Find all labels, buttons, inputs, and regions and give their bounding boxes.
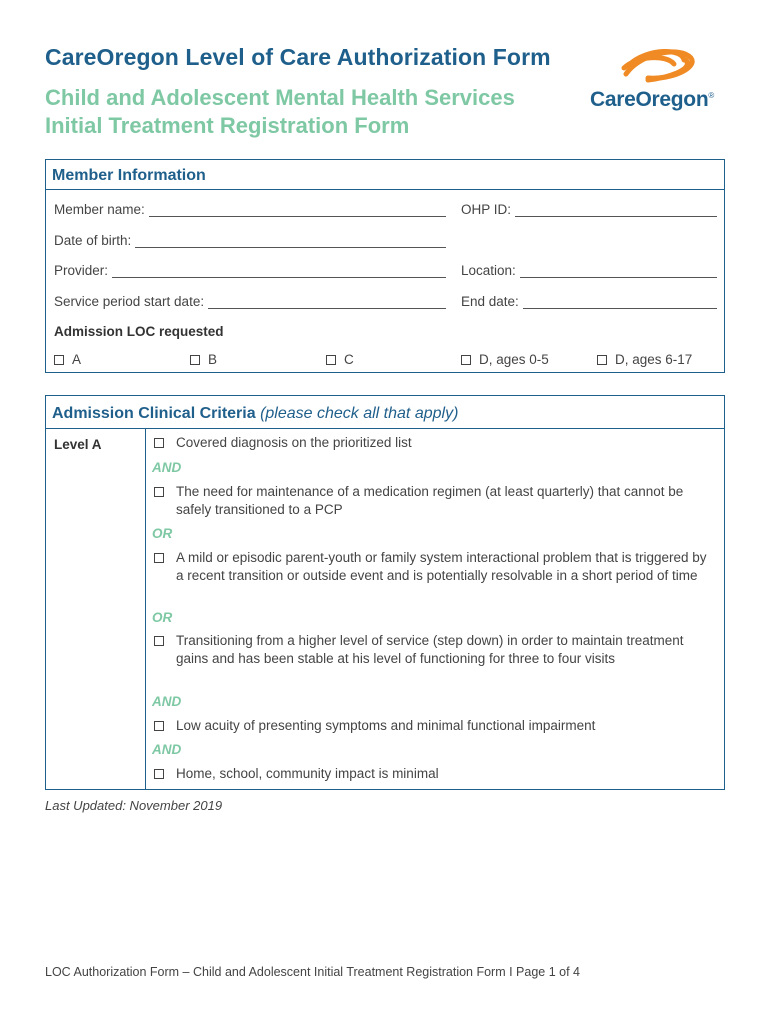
criterion-text: Transitioning from a higher level of service (step down) in order to maintain treatment gains and has been stable at his level of functioning for three to four visits xyxy=(176,633,684,666)
member-information-heading: Member Information xyxy=(46,160,724,190)
level-column xyxy=(46,429,146,789)
clinical-criteria-title: Admission Clinical Criteria xyxy=(52,405,256,422)
clinical-criteria-note: (please check all that apply) xyxy=(260,405,459,422)
provider-field[interactable] xyxy=(54,263,446,278)
member-name-label: Member name: xyxy=(54,202,145,217)
location-field[interactable] xyxy=(461,263,717,278)
form-subtitle xyxy=(45,84,605,140)
checkbox-icon[interactable] xyxy=(154,769,164,779)
clinical-criteria-section xyxy=(45,395,725,790)
location-line[interactable] xyxy=(520,265,717,278)
location-label: Location: xyxy=(461,263,516,278)
checkbox-icon[interactable] xyxy=(154,721,164,731)
checkbox-icon[interactable] xyxy=(190,355,200,365)
checkbox-icon[interactable] xyxy=(54,355,64,365)
checkbox-icon[interactable] xyxy=(154,636,164,646)
criterion-text: Home, school, community impact is minimal xyxy=(176,766,439,781)
loc-option-d-0-5[interactable] xyxy=(461,352,549,367)
ohp-id-label: OHP ID: xyxy=(461,202,512,217)
criterion-1[interactable] xyxy=(154,434,714,452)
conjunction-and: AND xyxy=(152,460,182,475)
logo-wordmark: CareOregon® xyxy=(590,88,714,111)
loc-option-c[interactable] xyxy=(326,352,354,367)
page-footer: LOC Authorization Form – Child and Adolescent Initial Treatment Registration Form I Page 1 of 4 xyxy=(45,965,580,979)
criterion-text: The need for maintenance of a medication regimen (at least quarterly) that cannot be safely transitioned to a PCP xyxy=(176,484,684,517)
loc-option-a[interactable] xyxy=(54,352,81,367)
end-date-label: End date: xyxy=(461,294,519,309)
criterion-3[interactable] xyxy=(154,549,714,585)
level-a-label: Level A xyxy=(54,437,102,452)
criterion-text: A mild or episodic parent-youth or family system interactional problem that is triggered by a recent transition or outside event and is potentially resolvable in a short period of time xyxy=(176,550,707,583)
conjunction-and: AND xyxy=(152,694,182,709)
member-information-section xyxy=(45,159,725,373)
date-of-birth-field[interactable] xyxy=(54,233,446,248)
checkbox-icon[interactable] xyxy=(326,355,336,365)
loc-option-label: D, ages 0-5 xyxy=(479,352,549,367)
checkbox-icon[interactable] xyxy=(597,355,607,365)
checkbox-icon[interactable] xyxy=(154,487,164,497)
admission-loc-heading: Admission LOC requested xyxy=(54,324,224,339)
conjunction-or: OR xyxy=(152,526,173,541)
criterion-text: Covered diagnosis on the prioritized list xyxy=(176,435,412,450)
subtitle-line-1: Child and Adolescent Mental Health Services xyxy=(45,85,515,110)
loc-option-label: A xyxy=(72,352,82,367)
form-title: CareOregon Level of Care Authorization Form xyxy=(45,44,551,70)
criterion-5[interactable] xyxy=(154,717,714,735)
conjunction-or: OR xyxy=(152,610,173,625)
criterion-4[interactable] xyxy=(154,632,714,668)
date-of-birth-line[interactable] xyxy=(135,235,446,248)
criterion-2[interactable] xyxy=(154,483,714,519)
loc-option-b[interactable] xyxy=(190,352,217,367)
criterion-text: Low acuity of presenting symptoms and minimal functional impairment xyxy=(176,718,596,733)
checkbox-icon[interactable] xyxy=(461,355,471,365)
loc-option-label: B xyxy=(208,352,218,367)
provider-line[interactable] xyxy=(112,265,446,278)
ohp-id-field[interactable] xyxy=(461,202,717,217)
conjunction-and: AND xyxy=(152,742,182,757)
checkbox-icon[interactable] xyxy=(154,438,164,448)
member-name-field[interactable] xyxy=(54,202,446,217)
loc-option-label: C xyxy=(344,352,354,367)
checkbox-icon[interactable] xyxy=(154,553,164,563)
end-date-line[interactable] xyxy=(523,296,717,309)
loc-option-label: D, ages 6-17 xyxy=(615,352,693,367)
service-start-line[interactable] xyxy=(208,296,446,309)
end-date-field[interactable] xyxy=(461,294,717,309)
clinical-criteria-heading xyxy=(46,396,724,429)
loc-option-d-6-17[interactable] xyxy=(597,352,692,367)
last-updated: Last Updated: November 2019 xyxy=(45,798,223,813)
date-of-birth-label: Date of birth: xyxy=(54,233,132,248)
ohp-id-line[interactable] xyxy=(515,204,717,217)
subtitle-line-2: Initial Treatment Registration Form xyxy=(45,113,410,138)
criterion-6[interactable] xyxy=(154,765,714,783)
provider-label: Provider: xyxy=(54,263,109,278)
service-start-label: Service period start date: xyxy=(54,294,205,309)
member-name-line[interactable] xyxy=(149,204,446,217)
service-start-field[interactable] xyxy=(54,294,446,309)
